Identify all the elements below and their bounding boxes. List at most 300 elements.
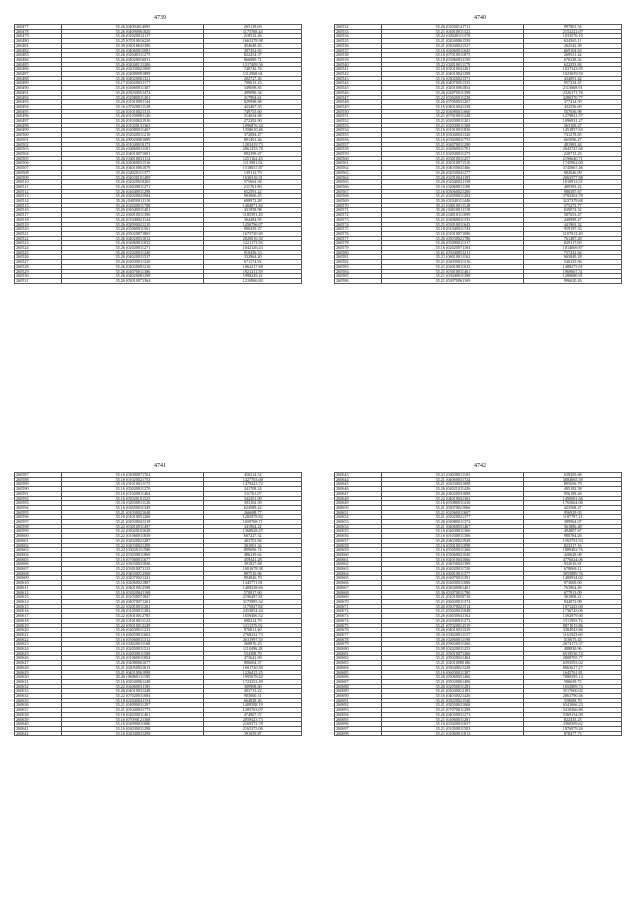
code-cell: 35.16 (03020011157 (382, 632, 524, 637)
row-id-cell: 260481 (15, 43, 62, 48)
amount-cell: 1113981.02 (204, 161, 302, 166)
amount-cell: 1652909.74 (524, 684, 622, 689)
code-cell: 35.21 (03010071266 (382, 651, 524, 656)
code-cell: 35.21 (02010080186 (382, 661, 524, 666)
code-cell: 35.26 (03030051474 (62, 90, 204, 95)
code-cell: 35.21 (04010061098 (62, 670, 204, 675)
code-cell: 35.21 (04090011297 (62, 703, 204, 708)
code-cell: 35.16 (02060021887 (62, 581, 204, 586)
amount-cell: 434091.42 (524, 76, 622, 81)
amount-cell: 1107013.20 (524, 231, 622, 236)
amount-cell: 822254.37 (204, 53, 302, 58)
row-id-cell: 260482 (15, 48, 62, 53)
row-id-cell: 260585 (335, 274, 382, 279)
code-cell: 35.26 (04030041466 (382, 166, 524, 171)
row-id-cell: 260502 (15, 142, 62, 147)
amount-cell: 304484.95 (204, 217, 302, 222)
amount-cell: 361886.48 (524, 524, 622, 529)
row-id-cell: 260505 (15, 156, 62, 161)
amount-cell: 262542.38 (524, 43, 622, 48)
code-cell: 35.26 (04070051335 (382, 81, 524, 86)
row-id-cell: 260609 (15, 576, 62, 581)
code-cell: 35.22 (04090011660 (382, 109, 524, 114)
code-cell: 35.21 (04060031724 (382, 477, 524, 482)
code-cell: 35.22 (04010041302 (382, 496, 524, 501)
data-table (14, 24, 302, 284)
code-cell: 35.26 (04020031537 (62, 255, 204, 260)
row-id-cell: 260526 (15, 255, 62, 260)
amount-cell: 7080395.14 (524, 675, 622, 680)
amount-cell: 882646.09 (524, 170, 622, 175)
amount-cell: 822433.25 (524, 717, 622, 722)
amount-cell: 8871015.86 (524, 623, 622, 628)
code-cell: 35.16 (01010011836 (382, 128, 524, 133)
row-id-cell: 260494 (15, 104, 62, 109)
code-cell: 35.26 (02020011708 (62, 203, 204, 208)
code-cell: 35.18 (03040041326 (382, 133, 524, 138)
amount-cell: 1998249.21 (204, 274, 302, 279)
code-cell: 35.16 (04030011298 (62, 726, 204, 731)
amount-cell: 4368309.62 (524, 722, 622, 727)
row-id-cell: 260606 (15, 562, 62, 567)
row-id-cell: 260479 (15, 34, 62, 39)
row-id-cell: 260595 (15, 510, 62, 515)
amount-cell: 510675.45 (524, 637, 622, 642)
row-id-cell: 260593 (15, 501, 62, 506)
code-cell: 35.21 (06010011162 (382, 255, 524, 260)
amount-cell: 1368028.47 (204, 529, 302, 534)
amount-cell: 3745667.46 (524, 166, 622, 171)
code-cell: 35.16 (03020041168 (62, 590, 204, 595)
amount-cell: 2045747.66 (524, 147, 622, 152)
code-cell: 35.16 (02020071104 (382, 246, 524, 251)
amount-cell: 2196640.71 (524, 156, 622, 161)
row-id-cell: 260635 (15, 698, 62, 703)
row-id-cell: 260557 (335, 142, 382, 147)
row-id-cell: 260684 (335, 665, 382, 670)
amount-cell: 1921211.59 (204, 269, 302, 274)
amount-cell: 996620.26 (524, 278, 622, 283)
row-id-cell: 260668 (335, 590, 382, 595)
code-cell: 35.18 (01020021753 (62, 477, 204, 482)
code-cell: 35.26 (01050011282 (62, 609, 204, 614)
row-id-cell: 260600 (15, 534, 62, 539)
document-page (330, 460, 630, 900)
amount-cell: 1112968.64 (204, 72, 302, 77)
row-id-cell: 260614 (15, 599, 62, 604)
code-cell: 35.26 (05080011317 (382, 241, 524, 246)
row-id-cell: 260510 (15, 180, 62, 185)
code-cell: 35.16 (02030011126 (62, 501, 204, 506)
row-id-cell: 260512 (15, 189, 62, 194)
code-cell: 35.16 (01020011464 (62, 491, 204, 496)
row-id-cell: 260564 (335, 175, 382, 180)
row-id-cell: 260637 (15, 708, 62, 713)
row-id-cell: 260644 (335, 477, 382, 482)
row-id-cell: 260582 (335, 260, 382, 265)
row-id-cell: 260503 (15, 147, 62, 152)
row-id-cell: 260680 (335, 647, 382, 652)
code-cell: 35.21 (04030041399 (382, 562, 524, 567)
amount-cell: 892399.47 (204, 151, 302, 156)
amount-cell: 1001678.38 (204, 567, 302, 572)
amount-cell: 761487.28 (524, 236, 622, 241)
code-cell: 35.16 (07020011128 (62, 104, 204, 109)
amount-cell: 1175037.84 (204, 604, 302, 609)
code-cell: 35.21 (03030031008 (382, 482, 524, 487)
row-id-cell: 260603 (15, 548, 62, 553)
code-cell: 35.18 (03060031150 (382, 57, 524, 62)
code-cell: 35.21 (03020021540 (382, 698, 524, 703)
amount-cell: 910456.53 (204, 250, 302, 255)
amount-cell: 1161943.69 (524, 632, 622, 637)
code-cell: 35.21 (02060011813 (382, 731, 524, 736)
amount-cell: 6341066.23 (524, 703, 622, 708)
code-cell: 35.26 (02020012117 (62, 34, 204, 39)
code-cell: 35.26 (05060011561 (62, 227, 204, 232)
code-cell: 35.16 (04050011349 (62, 505, 204, 510)
code-cell: 35.21 (03010011643 (382, 222, 524, 227)
code-cell: 35.21 (02030011201 (382, 119, 524, 124)
row-id-cell: 260587 (15, 473, 62, 478)
amount-cell: 3237379.68 (524, 199, 622, 204)
amount-cell: 829117.60 (524, 241, 622, 246)
amount-cell: 1765664.06 (524, 501, 622, 506)
row-id-cell: 260531 (15, 278, 62, 283)
amount-cell: 698972.28 (204, 199, 302, 204)
code-cell: 35.21 (02050021613 (62, 665, 204, 670)
code-cell: 35.26 (04010011118 (382, 208, 524, 213)
amount-cell: 441963.32 (524, 222, 622, 227)
row-id-cell: 260659 (335, 548, 382, 553)
amount-cell: 1358610.46 (204, 128, 302, 133)
document-page (10, 12, 310, 452)
row-id-cell: 260642 (15, 731, 62, 736)
row-id-cell: 260558 (335, 147, 382, 152)
row-id-cell: 260572 (335, 213, 382, 218)
amount-cell: 311761.07 (204, 491, 302, 496)
row-id-cell: 260532 (335, 25, 382, 30)
row-id-cell: 260580 (335, 250, 382, 255)
row-id-cell: 260657 (335, 538, 382, 543)
data-table (334, 24, 622, 284)
amount-cell: 878477.73 (524, 731, 622, 736)
amount-cell: 1409238.66 (204, 585, 302, 590)
amount-cell: 763964.49 (524, 585, 622, 590)
row-id-cell: 260577 (335, 236, 382, 241)
code-cell: 35.21 (04030011183 (382, 473, 524, 478)
amount-cell: 420628.08 (524, 552, 622, 557)
code-cell: 35.21 (02010071510 (382, 161, 524, 166)
code-cell: 35.39 (02018641396 (62, 43, 204, 48)
amount-cell: 265118.69 (204, 25, 302, 30)
code-cell: 35.16 (04060011645 (382, 48, 524, 53)
amount-cell: 317904.61 (204, 95, 302, 100)
row-id-cell: 260692 (335, 703, 382, 708)
amount-cell: 139112.79 (204, 170, 302, 175)
code-cell: 35.26 (02020011240 (62, 250, 204, 255)
row-id-cell: 260698 (335, 731, 382, 736)
amount-cell: 1096876.34 (204, 123, 302, 128)
code-cell: 35.16 (07060011677 (62, 557, 204, 562)
row-id-cell: 260655 (335, 529, 382, 534)
code-cell: 35.22 (04060031185 (62, 684, 204, 689)
amount-cell: 456214.52 (204, 473, 302, 478)
code-cell: 35.21 (04060011701 (382, 147, 524, 152)
row-id-cell: 260533 (335, 29, 382, 34)
code-cell: 35.26 (09020011266 (382, 642, 524, 647)
code-cell: 35.16 (02040061248 (62, 679, 204, 684)
row-id-cell: 260625 (15, 651, 62, 656)
code-cell: 35.16 (05060011312 (62, 637, 204, 642)
amount-cell: 1995678.42 (204, 675, 302, 680)
row-id-cell: 260645 (335, 482, 382, 487)
code-cell: 35.16 (03020101525 (62, 496, 204, 501)
row-id-cell: 260583 (335, 264, 382, 269)
row-id-cell: 260607 (15, 567, 62, 572)
code-cell: 35.16 (03060021200 (382, 189, 524, 194)
code-cell: 35.26 (04030011233 (62, 628, 204, 633)
amount-cell: 1203419.73 (204, 142, 302, 147)
code-cell: 35.16 (05020011270 (62, 487, 204, 492)
amount-cell: 1645761.81 (524, 670, 622, 675)
code-cell: 35.26 (01020131365 (62, 123, 204, 128)
amount-cell: 2631997.55 (204, 637, 302, 642)
row-id-cell: 260633 (15, 689, 62, 694)
code-cell: 35.21 (04010011322 (382, 29, 524, 34)
amount-cell: 2113668.91 (524, 86, 622, 91)
code-cell: 35.16 (01010071096 (382, 231, 524, 236)
amount-cell: 1663278.98 (204, 39, 302, 44)
row-id-cell: 260615 (15, 604, 62, 609)
code-cell: 35.21 (02030021068 (382, 703, 524, 708)
code-cell: 35.22 (01060011839 (62, 534, 204, 539)
code-cell: 35.26 (02020011210 (62, 133, 204, 138)
amount-cell: 740742.76 (204, 67, 302, 72)
code-cell: 35.21 (04010041298 (382, 72, 524, 77)
amount-cell: 1456796.07 (204, 222, 302, 227)
amount-cell: 700613.23 (204, 81, 302, 86)
amount-cell: 557656.98 (524, 109, 622, 114)
code-cell: 35.22 (02070021241 (62, 576, 204, 581)
amount-cell: 1345771.81 (204, 581, 302, 586)
row-id-cell: 260539 (335, 57, 382, 62)
amount-cell: 202727.26 (204, 76, 302, 81)
code-cell: 35.16 (04030011366 (382, 529, 524, 534)
code-cell: 35.26 (04030041162 (382, 614, 524, 619)
row-id-cell: 260575 (335, 227, 382, 232)
code-cell: 35.21 (02060011607 (382, 510, 524, 515)
amount-cell: 301001.34 (204, 543, 302, 548)
code-cell: 35.21 (06020011374 (382, 599, 524, 604)
row-id-cell: 260663 (335, 567, 382, 572)
row-id-cell: 260550 (335, 109, 382, 114)
code-cell: 35.21 (04010011043 (382, 264, 524, 269)
amount-cell: 575664.94 (204, 180, 302, 185)
amount-cell: 663849.28 (524, 255, 622, 260)
amount-cell: 894826.70 (204, 576, 302, 581)
row-id-cell: 260506 (15, 161, 62, 166)
code-cell: 35.21 (01030021048 (62, 510, 204, 515)
code-cell: 35.18 (02040041154 (62, 698, 204, 703)
code-cell: 35.26 (01040021144 (62, 217, 204, 222)
amount-cell: 272292.90 (204, 119, 302, 124)
amount-cell: 3384943.86 (524, 628, 622, 633)
row-id-cell: 260504 (15, 151, 62, 156)
amount-cell: 349698.83 (204, 86, 302, 91)
code-cell: 35.26 (04020111377 (62, 170, 204, 175)
row-id-cell: 260697 (335, 726, 382, 731)
page-number: 4742 (474, 463, 486, 469)
amount-cell: 431958.98 (204, 208, 302, 213)
amount-cell: 639072.32 (524, 208, 622, 213)
row-id-cell: 260553 (335, 123, 382, 128)
code-cell: 35.21 (04070011290 (382, 142, 524, 147)
row-id-cell: 260517 (15, 213, 62, 218)
code-cell: 35.16 (01010011175 (62, 482, 204, 487)
amount-cell: 368876.25 (204, 642, 302, 647)
amount-cell: 403701.84 (204, 538, 302, 543)
code-cell: 35.36 (03070011780 (382, 590, 524, 595)
amount-cell: 363169.27 (524, 123, 622, 128)
amount-cell: 976811.40 (204, 628, 302, 633)
amount-cell: 473641.69 (204, 656, 302, 661)
row-id-cell: 260579 (335, 246, 382, 251)
row-id-cell: 260679 (335, 642, 382, 647)
code-cell: 35.26 (02080091899 (62, 72, 204, 77)
amount-cell: 986587.67 (524, 189, 622, 194)
code-cell: 35.16 (03020011657 (382, 722, 524, 727)
code-cell: 35.16 (03060021040 (382, 552, 524, 557)
amount-cell: 1976979.26 (524, 726, 622, 731)
amount-cell: 423568.27 (524, 505, 622, 510)
row-id-cell: 260570 (335, 203, 382, 208)
amount-cell: 1565791.93 (524, 538, 622, 543)
document-page (330, 12, 630, 452)
amount-cell: 1096931.27 (524, 119, 622, 124)
code-cell: 35.16 (02060011180 (382, 184, 524, 189)
code-cell: 35.26 (04060011052 (62, 241, 204, 246)
amount-cell: 2768232.73 (204, 632, 302, 637)
code-cell: 35.21 (02030011308 (382, 123, 524, 128)
row-id-cell: 260683 (335, 661, 382, 666)
code-cell: 35.21 (01050011503 (382, 726, 524, 731)
row-id-cell: 260590 (15, 487, 62, 492)
code-cell: 35.26 (04030031273 (382, 712, 524, 717)
code-cell: 35.21 (02040061550 (382, 39, 524, 44)
amount-cell: 1659768.71 (204, 520, 302, 525)
amount-cell: 749755.60 (204, 109, 302, 114)
amount-cell: 506639.72 (524, 679, 622, 684)
row-id-cell: 260523 (15, 241, 62, 246)
code-cell: 35.26 (04040011298 (62, 189, 204, 194)
amount-cell: 1033576.10 (524, 34, 622, 39)
code-cell: 35.22 (03010012785 (62, 614, 204, 619)
code-cell: 35.21 (02050011202 (382, 194, 524, 199)
code-cell: 35.26 (04020011720 (382, 567, 524, 572)
code-cell: 35.26 (04060011181 (62, 147, 204, 152)
code-cell: 35.26 (04020031098 (382, 491, 524, 496)
row-id-cell: 260641 (15, 726, 62, 731)
code-cell: 35.26 (01010091144 (62, 100, 204, 105)
code-cell: 35.21 (02030041218 (62, 520, 204, 525)
amount-cell: 624589.22 (204, 505, 302, 510)
amount-cell: 1691720.50 (204, 665, 302, 670)
amount-cell: 1110496.28 (204, 647, 302, 652)
code-cell: 35.16 (06030011387 (382, 670, 524, 675)
amount-cell: 1016913.51 (524, 180, 622, 185)
amount-cell: 1185591.20 (204, 213, 302, 218)
code-cell: 35.16 (04030021426 (382, 694, 524, 699)
row-id-cell: 260484 (15, 57, 62, 62)
row-id-cell: 260666 (335, 581, 382, 586)
code-cell: 35.26 (04010111099 (382, 213, 524, 218)
row-id-cell: 260581 (335, 255, 382, 260)
amount-cell: 2808705.77 (524, 656, 622, 661)
amount-cell: 1285763.07 (204, 708, 302, 713)
amount-cell: 1636316.31 (204, 175, 302, 180)
amount-cell: 866089.71 (204, 57, 302, 62)
code-cell: 35.26 (02040021158 (382, 180, 524, 185)
amount-cell: 3175985.32 (204, 599, 302, 604)
code-cell: 35.26 (02010041183 (382, 175, 524, 180)
amount-cell: 1518037.87 (204, 166, 302, 171)
amount-cell: 1488275.91 (524, 264, 622, 269)
code-cell: 35.26 (04021011426 (382, 487, 524, 492)
row-id-cell: 260511 (15, 184, 62, 189)
amount-cell: 2152222.07 (524, 29, 622, 34)
amount-cell: 587653.47 (524, 213, 622, 218)
code-cell: 35.22 (03020111580 (62, 548, 204, 553)
row-id-cell: 260626 (15, 656, 62, 661)
row-id-cell: 260588 (15, 477, 62, 482)
amount-cell: 301808.21 (524, 595, 622, 600)
row-id-cell: 260547 (335, 95, 382, 100)
amount-cell: 488830.96 (524, 647, 622, 652)
row-id-cell: 260695 (335, 717, 382, 722)
code-cell: 35.26 (04090961820 (62, 29, 204, 34)
row-id-cell: 260673 (335, 614, 382, 619)
amount-cell: 2196497.81 (204, 595, 302, 600)
amount-cell: 499096.34 (204, 90, 302, 95)
amount-cell: 391659.87 (204, 731, 302, 736)
row-id-cell: 260621 (15, 632, 62, 637)
amount-cell: 1723252.49 (204, 679, 302, 684)
amount-cell: 211761.80 (204, 184, 302, 189)
row-id-cell: 260586 (335, 278, 382, 283)
amount-cell: 8063617.27 (524, 665, 622, 670)
row-id-cell: 260534 (335, 34, 382, 39)
amount-cell: 1451857.63 (524, 128, 622, 133)
amount-cell: 607227.32 (204, 534, 302, 539)
amount-cell: 1409588.19 (204, 703, 302, 708)
code-cell: 35.26 (02090021210 (62, 222, 204, 227)
amount-cell: 677913.09 (524, 590, 622, 595)
amount-cell: 1392979.00 (524, 614, 622, 619)
amount-cell: 558688.70 (524, 698, 622, 703)
code-cell: 35.26 (02050011283 (382, 684, 524, 689)
code-cell: 35.16 (01010051260 (62, 515, 204, 520)
amount-cell: 1889482.76 (524, 548, 622, 553)
row-id-cell: 260574 (335, 222, 382, 227)
row-id-cell: 260649 (335, 501, 382, 506)
row-id-cell: 260651 (335, 510, 382, 515)
code-cell: 35.26 (02030101409 (62, 175, 204, 180)
row-id-cell: 260616 (15, 609, 62, 614)
row-id-cell: 260672 (335, 609, 382, 614)
code-cell: 35.26 (02020011271 (62, 246, 204, 251)
code-cell: 35.22 (03010012249 (62, 623, 204, 628)
